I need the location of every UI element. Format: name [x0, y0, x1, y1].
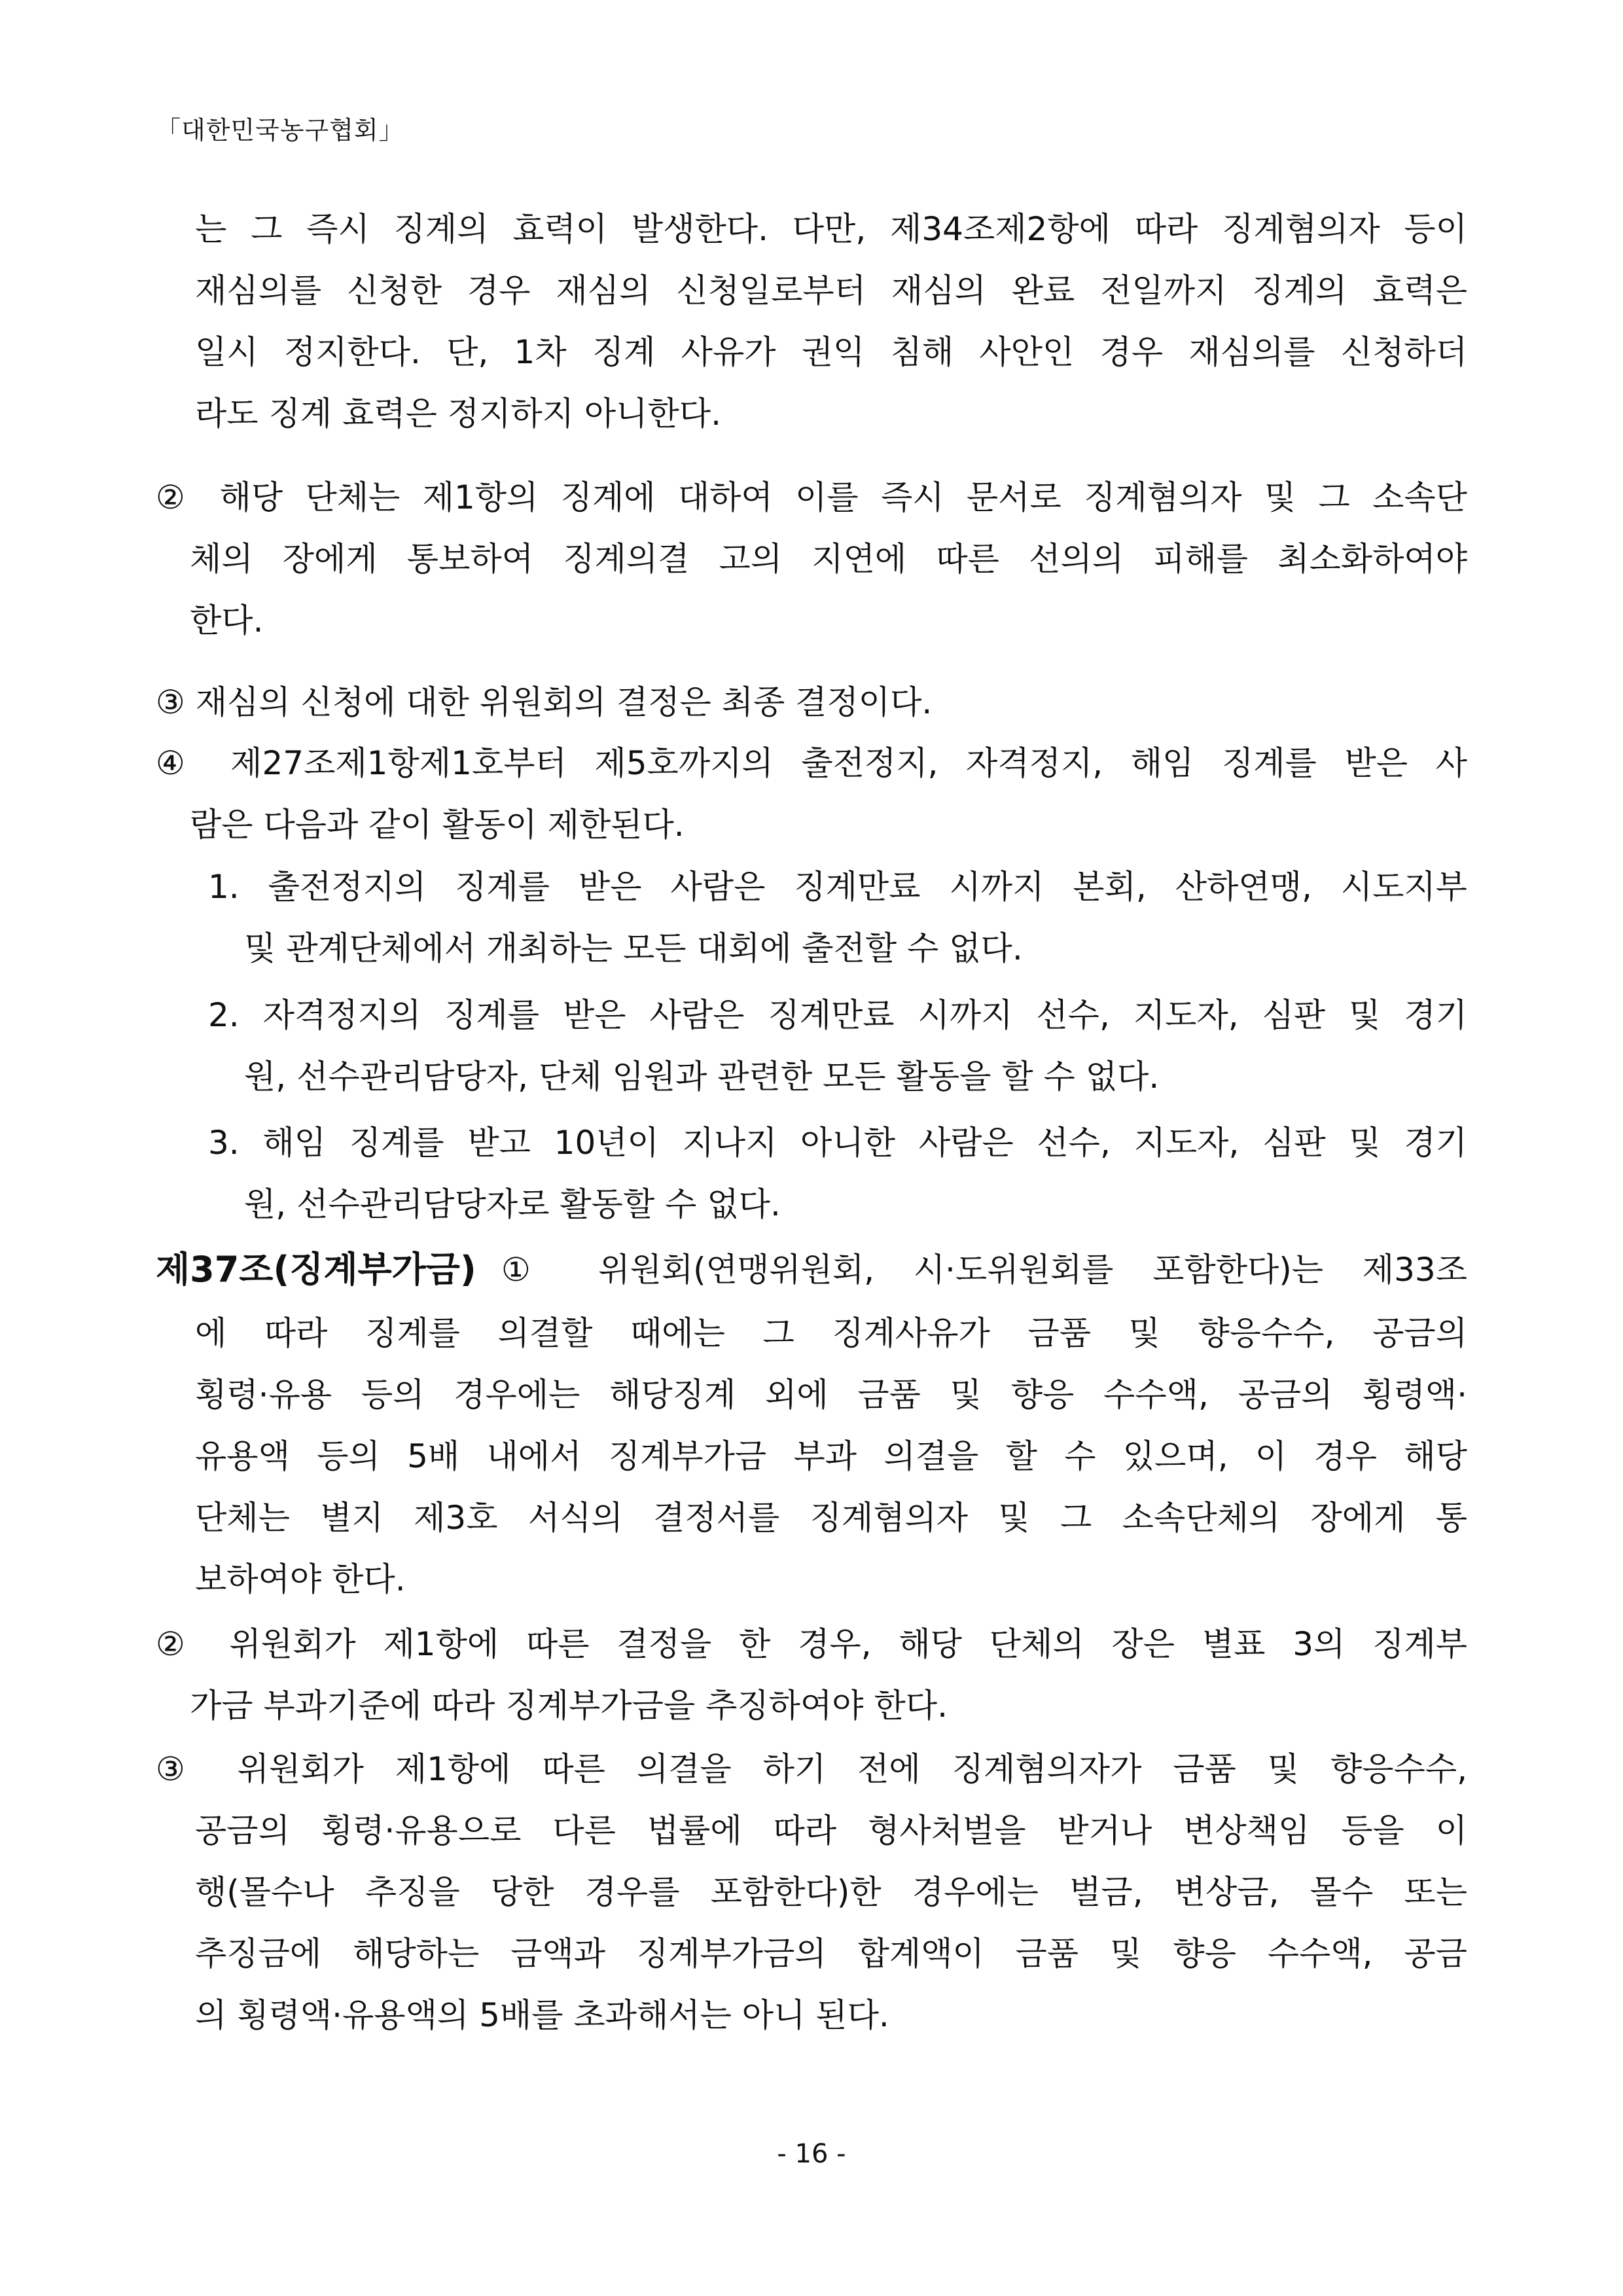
text-line: 보하여야 한다. — [195, 1560, 406, 1598]
text-line: 의 횡령액·유용액의 5배를 초과해서는 아니 된다. — [195, 1996, 889, 2034]
document-header: 「대한민국농구협회」 — [156, 116, 404, 145]
clause-3-line: ③ 위원회가 제1항에 따른 의결을 하기 전에 징계혐의자가 금품 및 향응수수, — [156, 1750, 1467, 1788]
clause-3-line: ③ 재심의 신청에 대한 위원회의 결정은 최종 결정이다. — [156, 683, 933, 721]
text-line: 추징금에 해당하는 금액과 징계부가금의 합계액이 금품 및 향응 수수액, 공금 — [195, 1935, 1467, 1973]
text-line: 유용액 등의 5배 내에서 징계부가금 부과 의결을 할 수 있으며, 이 경우 해당 — [195, 1437, 1467, 1475]
clause-2-line: ② 위원회가 제1항에 따른 결정을 한 경우, 해당 단체의 장은 별표 3의 징계부 — [156, 1625, 1467, 1663]
text-line: 체의 장에게 통보하여 징계의결 고의 지연에 따른 선의의 피해를 최소화하여야 — [190, 540, 1468, 578]
text-line: 는 그 즉시 징계의 효력이 발생한다. 다만, 제34조제2항에 따라 징계혐의자 등이 — [195, 210, 1467, 248]
text-line: 횡령·유용 등의 경우에는 해당징계 외에 금품 및 향응 수수액, 공금의 횡령액· — [195, 1376, 1467, 1414]
clause-2-line: ② 해당 단체는 제1항의 징계에 대하여 이를 즉시 문서로 징계혐의자 및 그 소속단 — [156, 478, 1467, 516]
text-line: 한다. — [190, 601, 264, 639]
text-line: 람은 다음과 같이 활동이 제한된다. — [190, 806, 685, 844]
article-title: 제37조(징계부가금) — [156, 1249, 476, 1290]
page-number: - 16 - — [777, 2139, 846, 2169]
article-37-first-line — [156, 1250, 1467, 1289]
text-line: 행(몰수나 추징을 당한 경우를 포함한다)한 경우에는 벌금, 변상금, 몰수 또는 — [195, 1873, 1467, 1911]
text-line: 가금 부과기준에 따라 징계부가금을 추징하여야 한다. — [190, 1687, 948, 1725]
item-2-line: 2. 자격정지의 징계를 받은 사람은 징계만료 시까지 선수, 지도자, 심판 및 경기 — [208, 996, 1467, 1034]
text-line: 일시 정지한다. 단, 1차 징계 사유가 권익 침해 사안인 경우 재심의를 신청하더 — [195, 333, 1467, 371]
text-line: 원, 선수관리담당자, 단체 임원과 관련한 모든 활동을 할 수 없다. — [244, 1058, 1160, 1096]
item-3-line: 3. 해임 징계를 받고 10년이 지나지 아니한 사람은 선수, 지도자, 심판 및 경기 — [208, 1124, 1467, 1162]
text-line: 라도 징계 효력은 정지하지 아니한다. — [195, 395, 721, 433]
item-1-line: 1. 출전정지의 징계를 받은 사람은 징계만료 시까지 본회, 산하연맹, 시도지부 — [208, 868, 1467, 906]
text-line: 단체는 별지 제3호 서식의 결정서를 징계혐의자 및 그 소속단체의 장에게 통 — [195, 1499, 1467, 1537]
text-line: 및 관계단체에서 개최하는 모든 대회에 출전할 수 없다. — [244, 929, 1023, 967]
text-line: 재심의를 신청한 경우 재심의 신청일로부터 재심의 완료 전일까지 징계의 효력은 — [195, 272, 1467, 310]
text-line: 공금의 횡령·유용으로 다른 법률에 따라 형사처벌을 받거나 변상책임 등을 이 — [195, 1812, 1467, 1850]
clause-4-line: ④ 제27조제1항제1호부터 제5호까지의 출전정지, 자격정지, 해임 징계를 받은 사 — [156, 744, 1467, 782]
text-line: 에 따라 징계를 의결할 때에는 그 징계사유가 금품 및 향응수수, 공금의 — [195, 1314, 1467, 1352]
text-line: 원, 선수관리담당자로 활동할 수 없다. — [244, 1185, 781, 1223]
text-line: ① 위원회(연맹위원회, 시·도위원회를 포함한다)는 제33조 — [501, 1251, 1467, 1289]
